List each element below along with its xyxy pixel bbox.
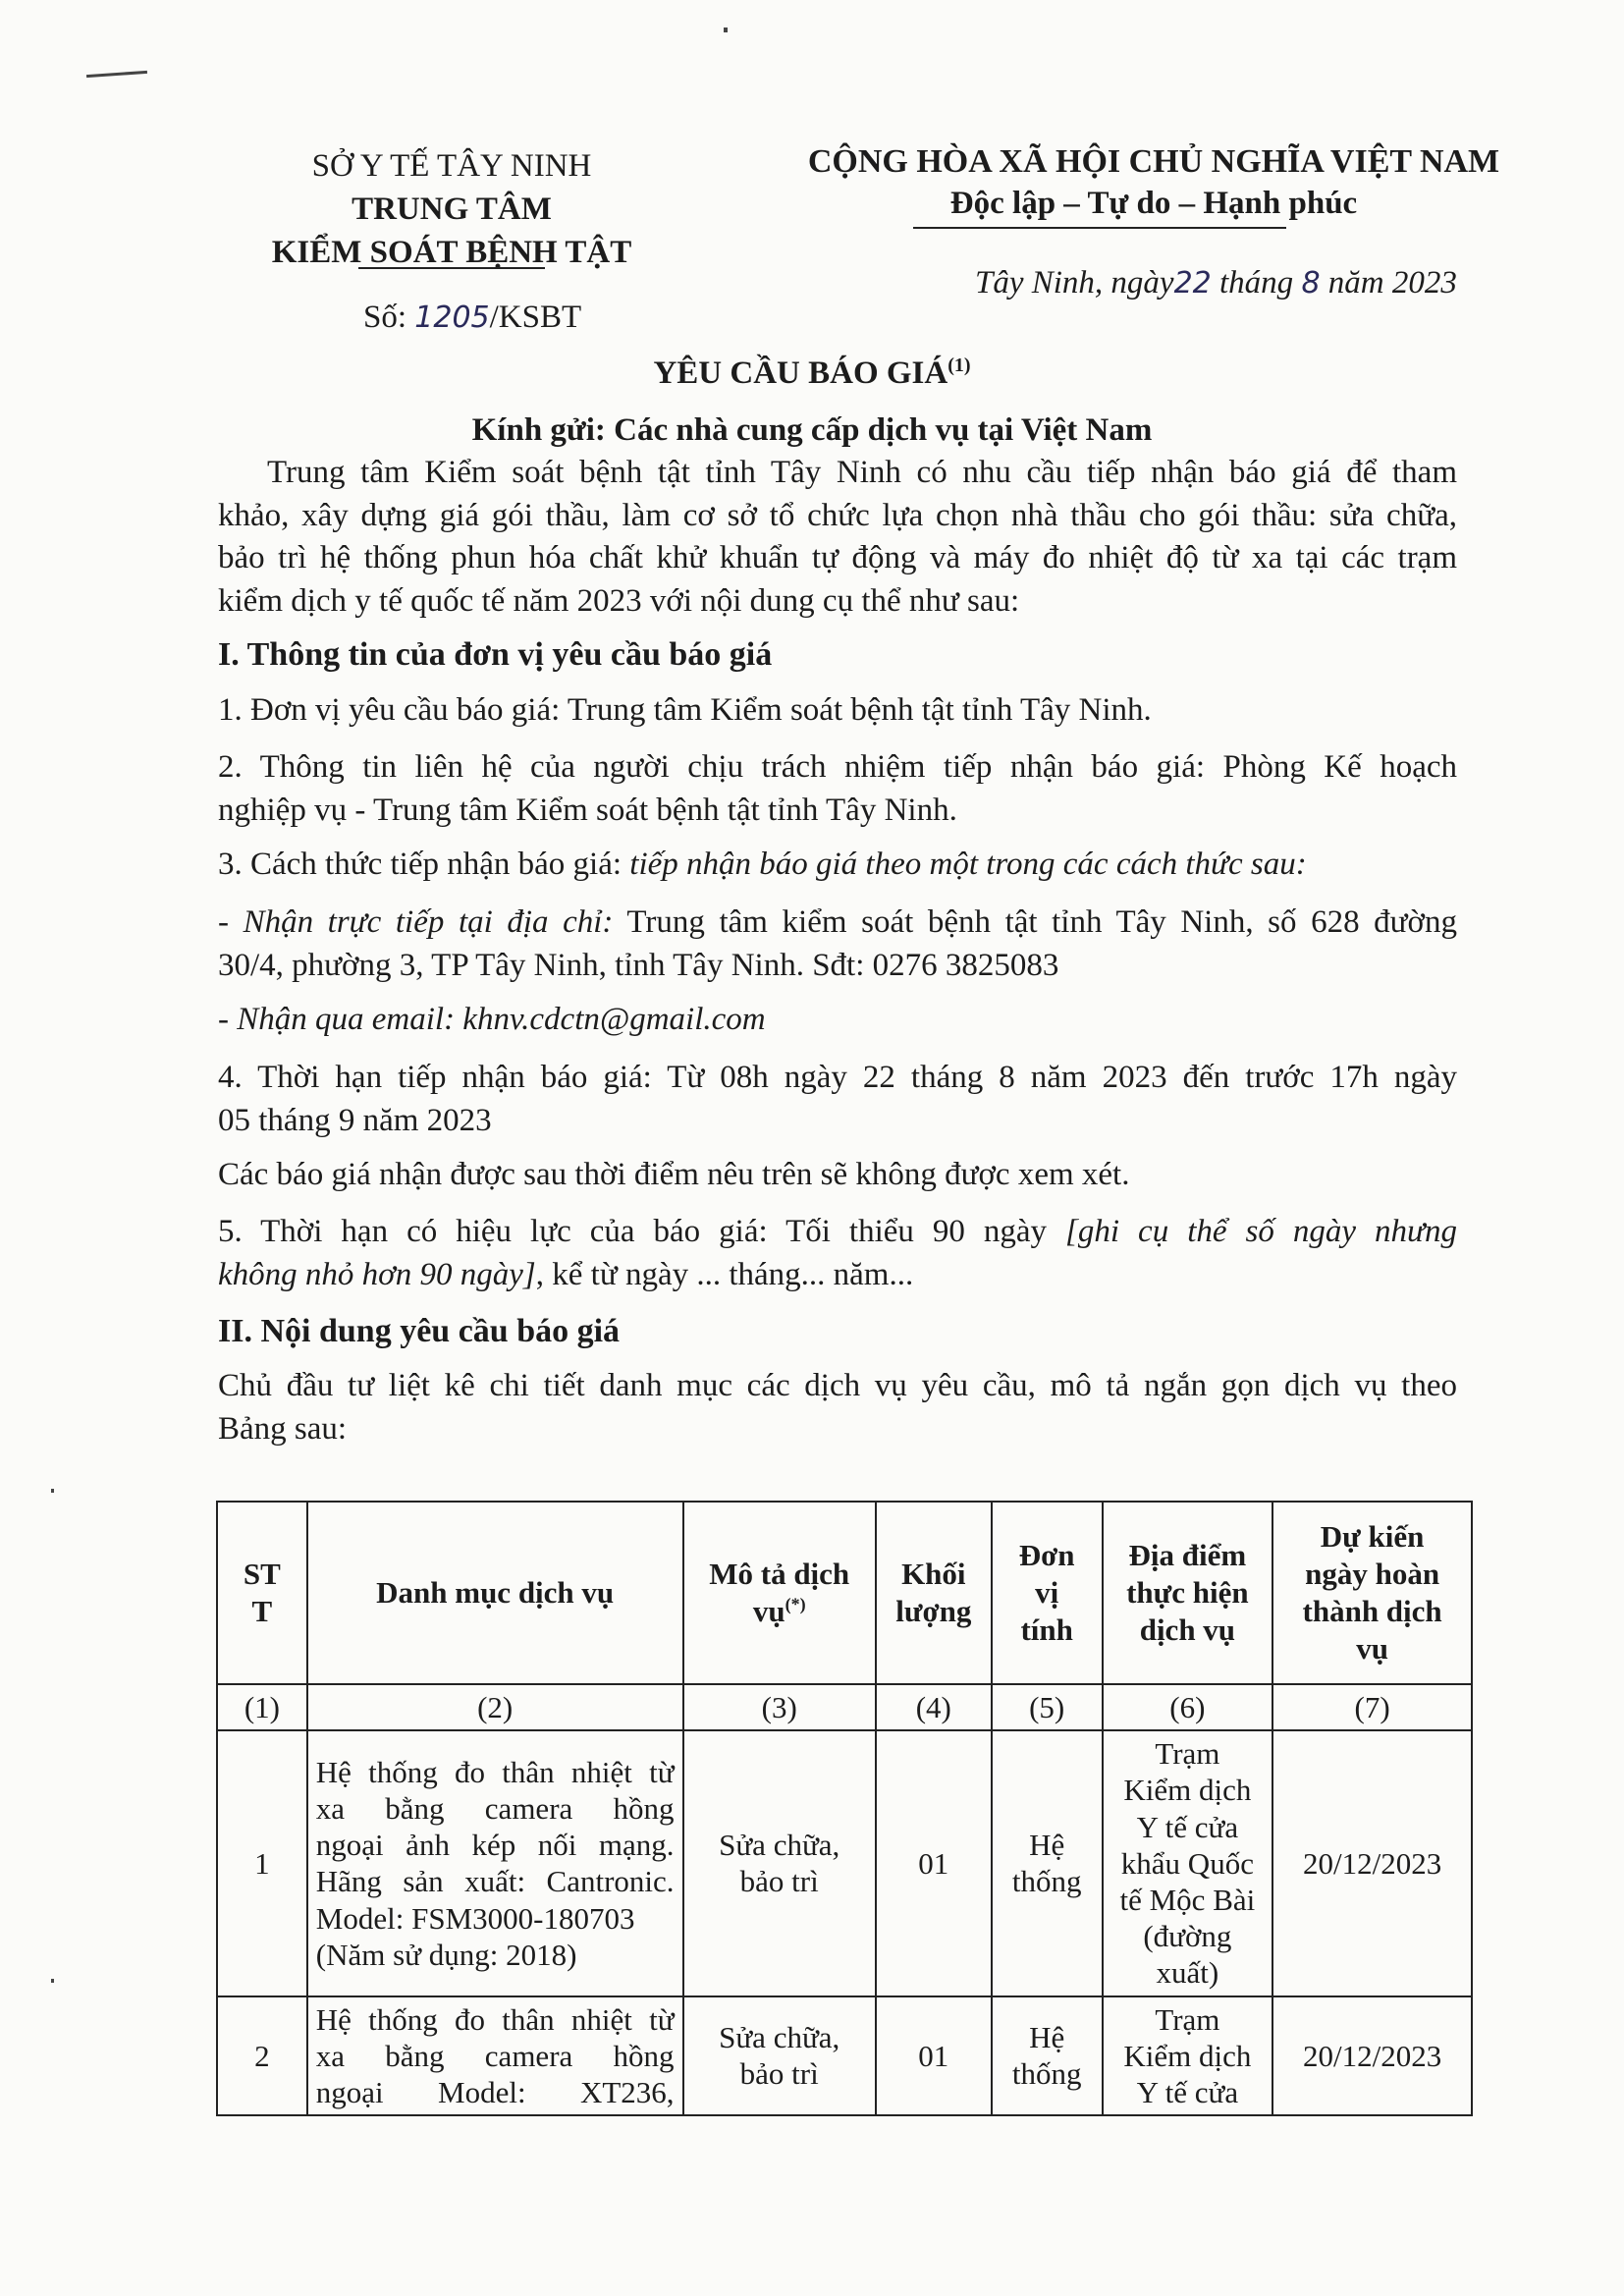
- addressee: Kính gửi: Các nhà cung cấp dịch vụ tại Việt Nam: [471, 412, 1153, 448]
- scan-mark-dot: [51, 1489, 54, 1493]
- item5-italic1: [ghi cụ thể số ngày nhưng: [1065, 1214, 1457, 1249]
- date-month-label: tháng: [1211, 265, 1302, 301]
- number-handwritten: 1205: [414, 301, 490, 335]
- date-day-handwritten: 22: [1173, 266, 1212, 301]
- header-category: Danh mục dịch vụ: [307, 1502, 683, 1684]
- section2-intro: [218, 1365, 1457, 1450]
- item3-italic: tiếp nhận báo giá theo một trong các cách thức sau:: [629, 847, 1307, 882]
- row-quantity: 01: [876, 1730, 992, 1995]
- org-name-line1: TRUNG TÂM: [352, 191, 552, 227]
- intro-paragraph: [218, 452, 1457, 623]
- direct-address: Trung tâm kiểm soát bệnh tật tỉnh Tây Ninh, số 628 đường: [613, 904, 1458, 940]
- row-quantity: 01: [876, 1996, 992, 2116]
- row-description: Sửa chữa, bảo trì: [683, 1730, 876, 1995]
- title-text: YÊU CẦU BÁO GIÁ: [653, 355, 948, 391]
- direct-address-line2: 30/4, phường 3, TP Tây Ninh, tỉnh Tây Ninh. Sđt: 0276 3825083: [218, 947, 1059, 983]
- row-unit: Hệ thống: [992, 1730, 1103, 1995]
- table-header-row: [217, 1502, 1472, 1684]
- row-category: Hệ thống đo thân nhiệt từ xa bằng camera hồng ngoại ảnh kép nối mạng. Hãng sản xuất: Cantronic. Model: FSM3000-180703 (Năm sử dụng: 2018): [307, 1730, 683, 1995]
- index-cell: (7): [1272, 1684, 1472, 1730]
- table-row: [217, 1730, 1472, 1995]
- item5-italic2: không nhỏ hơn 90 ngày]: [218, 1256, 536, 1292]
- section1-direct: [218, 902, 1457, 987]
- index-cell: (2): [307, 1684, 683, 1730]
- item2-line1: 2. Thông tin liên hệ của người chịu trách nhiệm tiếp nhận báo giá: Phòng Kế hoạch: [218, 749, 1457, 785]
- index-cell: (5): [992, 1684, 1103, 1730]
- intro-line: khảo, xây dựng giá gói thầu, làm cơ sở tổ chức lựa chọn nhà thầu cho gói thầu: sửa chữa,: [218, 497, 1457, 533]
- section1-item1: 1. Đơn vị yêu cầu báo giá: Trung tâm Kiểm soát bệnh tật tỉnh Tây Ninh.: [218, 692, 1152, 728]
- item4-line2: 05 tháng 9 năm 2023: [218, 1102, 492, 1138]
- section2-intro-line1: Chủ đầu tư liệt kê chi tiết danh mục các dịch vụ yêu cầu, mô tả ngắn gọn dịch vụ theo: [218, 1368, 1457, 1403]
- index-cell: (1): [217, 1684, 307, 1730]
- row-stt: 1: [217, 1730, 307, 1995]
- item2-line2: nghiệp vụ - Trung tâm Kiểm soát bệnh tật tỉnh Tây Ninh.: [218, 792, 957, 828]
- header-quantity: Khối lượng: [876, 1502, 992, 1684]
- motto-underline: [913, 227, 1286, 229]
- section2-intro-line2: Bảng sau:: [218, 1410, 348, 1447]
- row-description: Sửa chữa, bảo trì: [683, 1996, 876, 2116]
- row-date: 20/12/2023: [1272, 1996, 1472, 2116]
- document-number: [363, 300, 581, 336]
- row-unit: Hệ thống: [992, 1996, 1103, 2116]
- row-stt: 2: [217, 1996, 307, 2116]
- header-completion-date: Dự kiến ngày hoàn thành dịch vụ: [1272, 1502, 1472, 1684]
- header-stt: ST T: [217, 1502, 307, 1684]
- item4-line1: 4. Thời hạn tiếp nhận báo giá: Từ 08h ngày 22 tháng 8 năm 2023 đến trước 17h ngày: [218, 1060, 1457, 1095]
- section1-item3: [218, 847, 1307, 883]
- date-year: năm 2023: [1320, 265, 1457, 301]
- row-location: Trạm Kiểm dịch Y tế cửa khẩu Quốc tế Mộc Bài (đường xuất): [1103, 1730, 1273, 1995]
- index-cell: (3): [683, 1684, 876, 1730]
- org-name-line2: KIỂM SOÁT BỆNH TẬT: [271, 235, 632, 270]
- scan-mark-dot: [51, 1979, 54, 1983]
- index-cell: (6): [1103, 1684, 1273, 1730]
- header-right: [727, 140, 1581, 225]
- date-month-handwritten: 8: [1301, 266, 1321, 301]
- item5-prefix: 5. Thời hạn có hiệu lực của báo giá: Tối thiểu 90 ngày: [218, 1214, 1066, 1249]
- index-cell: (4): [876, 1684, 992, 1730]
- item3-prefix: 3. Cách thức tiếp nhận báo giá:: [218, 847, 630, 882]
- number-prefix: Số:: [363, 300, 415, 335]
- org-underline: [358, 267, 545, 269]
- document-date: [975, 265, 1457, 301]
- number-suffix: /KSBT: [489, 300, 582, 335]
- table-index-row: [217, 1684, 1472, 1730]
- document-title: [0, 355, 1624, 392]
- intro-line: kiểm dịch y tế quốc tế năm 2023 với nội dung cụ thể như sau:: [218, 582, 1020, 619]
- row-date: 20/12/2023: [1272, 1730, 1472, 1995]
- section1-heading: I. Thông tin của đơn vị yêu cầu báo giá: [218, 636, 773, 673]
- section1-item4: [218, 1057, 1457, 1142]
- intro-line: bảo trì hệ thống phun hóa chất khử khuẩn tự động và máy đo nhiệt độ từ xa tại các trạm: [218, 540, 1457, 575]
- scan-mark-stroke: [86, 71, 147, 78]
- intro-line: Trung tâm Kiểm soát bệnh tật tỉnh Tây Ninh có nhu cầu tiếp nhận báo giá để tham: [267, 455, 1457, 490]
- header-unit: Đơn vị tính: [992, 1502, 1103, 1684]
- nation-name: CỘNG HÒA XÃ HỘI CHỦ NGHĨA VIỆT NAM: [807, 143, 1500, 180]
- header-location: Địa điểm thực hiện dịch vụ: [1103, 1502, 1273, 1684]
- row-category: Hệ thống đo thân nhiệt từ xa bằng camera hồng ngoại Model: XT236,: [307, 1996, 683, 2116]
- ministry-name: SỞ Y TẾ TÂY NINH: [311, 148, 592, 184]
- title-footnote-mark: (1): [947, 355, 971, 376]
- date-prefix: Tây Ninh, ngày: [975, 265, 1174, 301]
- section1-email: - Nhận qua email: khnv.cdctn@gmail.com: [218, 1002, 766, 1037]
- header-description: Mô tả dịch vụ(*): [683, 1502, 876, 1684]
- scan-mark-dot: [724, 27, 728, 32]
- motto: Độc lập – Tự do – Hạnh phúc: [949, 186, 1358, 221]
- item5-rest: , kể từ ngày ... tháng... năm...: [535, 1256, 914, 1292]
- section1-late-note: Các báo giá nhận được sau thời điểm nêu trên sẽ không được xem xét.: [218, 1157, 1130, 1192]
- table-row: [217, 1996, 1472, 2116]
- header-left: [226, 144, 677, 274]
- direct-label: - Nhận trực tiếp tại địa chỉ:: [218, 904, 614, 940]
- section1-item2: [218, 746, 1457, 832]
- services-table: [216, 1501, 1473, 2116]
- section2-heading: II. Nội dung yêu cầu báo giá: [218, 1313, 621, 1349]
- row-location: Trạm Kiểm dịch Y tế cửa: [1103, 1996, 1273, 2116]
- section1-item5: [218, 1211, 1457, 1296]
